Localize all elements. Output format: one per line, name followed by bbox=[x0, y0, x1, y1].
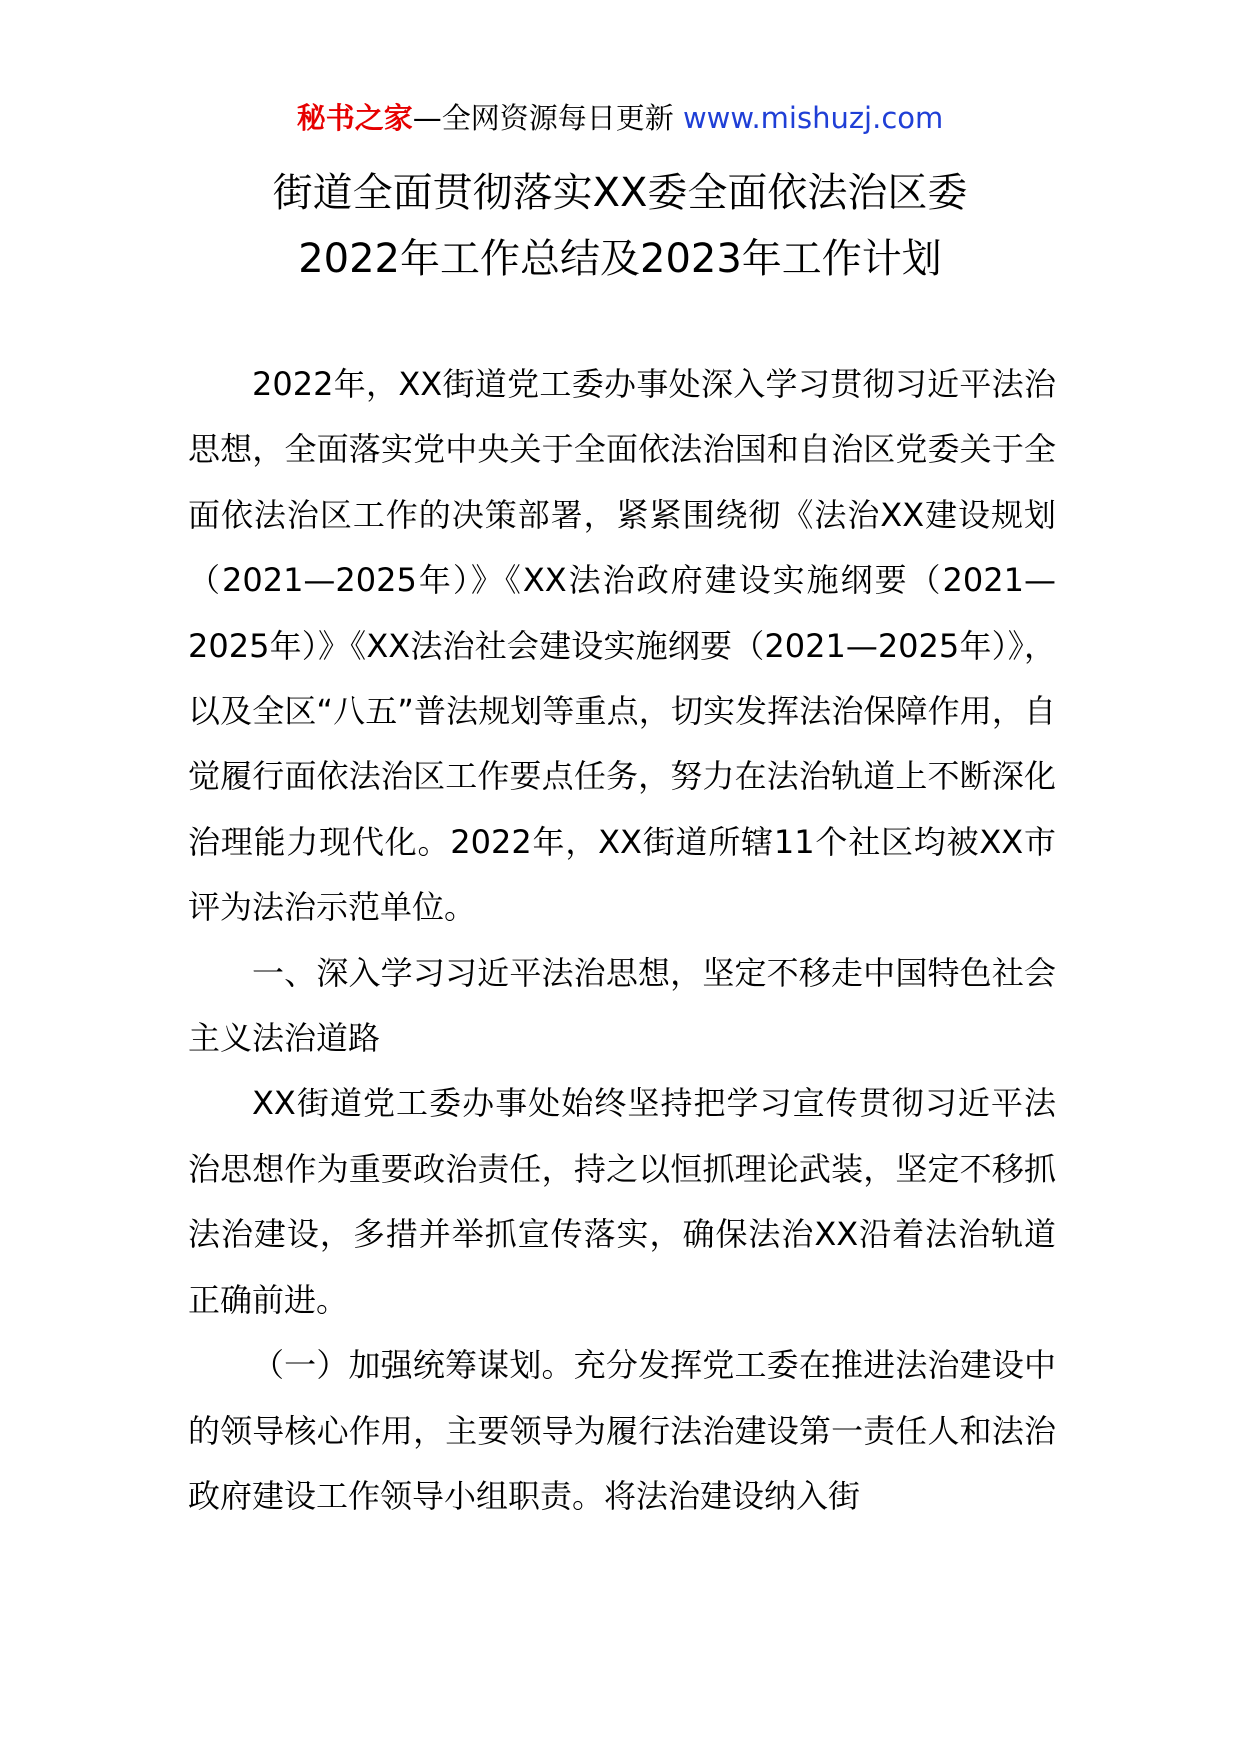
title-line-2: 2022年工作总结及2023年工作计划 bbox=[298, 236, 942, 282]
paragraph-subsection-1: （一）加强统筹谋划。充分发挥党工委在推进法治建设中的领导核心作用，主要领导为履行法治建设第一责任人和法治政府建设工作领导小组职责。将法治建设纳入街 bbox=[188, 1346, 1056, 1515]
section-heading-1: 一、深入学习习近平法治思想，坚定不移走中国特色社会主义法治道路 bbox=[188, 953, 1056, 1058]
paragraph-intro: 2022年，XX街道党工委办事处深入学习贯彻习近平法治思想，全面落实党中央关于全面依法治国和自治区党委关于全面依法治区工作的决策部署，紧紧围绕彻《法治XX建设规划（2021—2025年）》《XX法治政府建设实施纲要（2021—2025年）》《XX法治社会建设实施纲要（2021—2025年）》，以及全区“八五”普法规划等重点，切实发挥法治保障作用，自觉履行面依法治区工作要点任务，努力在法治轨道上不断深化治理能力现代化。2022年，XX街道所辖11个社区均被XX市评为法治示范单位。 bbox=[188, 365, 1056, 927]
document-body bbox=[188, 352, 1056, 1529]
header-tagline: —全网资源每日更新 bbox=[412, 101, 674, 135]
site-header bbox=[0, 98, 1240, 138]
document-title bbox=[0, 160, 1240, 292]
site-url-link[interactable]: www.mishuzj.com bbox=[673, 101, 944, 135]
paragraph-section-1: XX街道党工委办事处始终坚持把学习宣传贯彻习近平法治思想作为重要政治责任，持之以恒抓理论武装，坚定不移抓法治建设，多措并举抓宣传落实，确保法治XX沿着法治轨道正确前进。 bbox=[188, 1084, 1056, 1319]
title-line-1: 街道全面贯彻落实XX委全面依法治区委 bbox=[272, 170, 968, 216]
brand-name: 秘书之家 bbox=[296, 101, 413, 135]
